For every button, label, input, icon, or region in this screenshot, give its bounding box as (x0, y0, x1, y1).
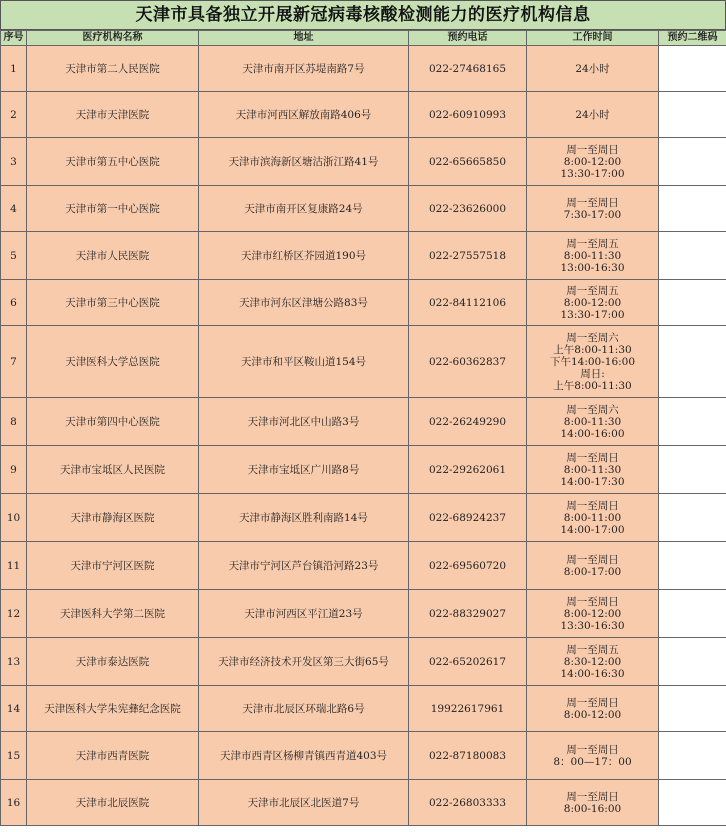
hospital-address: 天津市河北区中山路3号 (199, 398, 409, 446)
table-row (1, 398, 726, 446)
table-row (1, 494, 726, 542)
hospital-table (0, 30, 726, 826)
table-row (1, 542, 726, 590)
working-hours: 周一至周六 上午8:00-11:30 下午14:00-16:00 周日: 上午8:00-11:30 (527, 326, 659, 398)
qr-code-cell (659, 138, 726, 186)
hospital-address: 天津市南开区复康路24号 (199, 186, 409, 232)
working-hours: 周一至周日 8:00-16:00 (527, 780, 659, 826)
table-row (1, 686, 726, 732)
hospital-name: 天津市人民医院 (27, 232, 199, 280)
row-number: 15 (1, 732, 27, 780)
table-row (1, 92, 726, 138)
table-row (1, 446, 726, 494)
qr-code-cell (659, 232, 726, 280)
table-row (1, 780, 726, 826)
working-hours: 周一至周日 8:00-11:30 14:00-17:30 (527, 446, 659, 494)
row-number: 4 (1, 186, 27, 232)
table-row (1, 638, 726, 686)
row-number: 9 (1, 446, 27, 494)
table-row (1, 590, 726, 638)
working-hours: 周一至周日 8:00-12:00 (527, 686, 659, 732)
qr-code-cell (659, 638, 726, 686)
booking-phone: 19922617961 (409, 686, 527, 732)
booking-phone: 022-65665850 (409, 138, 527, 186)
working-hours: 周一至周五 8:00-12:00 13:30-17:00 (527, 280, 659, 326)
booking-phone: 022-65202617 (409, 638, 527, 686)
hospital-name: 天津市第四中心医院 (27, 398, 199, 446)
working-hours: 周一至周日 8:00-11:00 14:00-17:00 (527, 494, 659, 542)
hospital-name: 天津医科大学朱宪彝纪念医院 (27, 686, 199, 732)
hospital-address: 天津市北辰区北医道7号 (199, 780, 409, 826)
table-row (1, 46, 726, 92)
qr-code-cell (659, 542, 726, 590)
qr-code-cell (659, 686, 726, 732)
hospital-name: 天津市西青医院 (27, 732, 199, 780)
col-header-qrcode: 预约二维码 (659, 31, 726, 46)
qr-code-cell (659, 398, 726, 446)
hospital-name: 天津市宁河区医院 (27, 542, 199, 590)
hospital-address: 天津市西青区杨柳青镇西青道403号 (199, 732, 409, 780)
row-number: 5 (1, 232, 27, 280)
booking-phone: 022-23626000 (409, 186, 527, 232)
booking-phone: 022-26803333 (409, 780, 527, 826)
table-row (1, 280, 726, 326)
working-hours: 24小时 (527, 92, 659, 138)
booking-phone: 022-27468165 (409, 46, 527, 92)
qr-code-cell (659, 280, 726, 326)
working-hours: 周一至周日 8：00—17：00 (527, 732, 659, 780)
qr-code-cell (659, 494, 726, 542)
row-number: 7 (1, 326, 27, 398)
hospital-address: 天津市河西区解放南路406号 (199, 92, 409, 138)
booking-phone: 022-26249290 (409, 398, 527, 446)
qr-code-cell (659, 326, 726, 398)
table-body (1, 46, 726, 826)
booking-phone: 022-87180083 (409, 732, 527, 780)
hospital-name: 天津市第五中心医院 (27, 138, 199, 186)
hospital-name: 天津市泰达医院 (27, 638, 199, 686)
working-hours: 周一至周五 8:30-12:00 14:00-16:30 (527, 638, 659, 686)
row-number: 14 (1, 686, 27, 732)
working-hours: 24小时 (527, 46, 659, 92)
row-number: 12 (1, 590, 27, 638)
booking-phone: 022-84112106 (409, 280, 527, 326)
hospital-address: 天津市和平区鞍山道154号 (199, 326, 409, 398)
table-row (1, 732, 726, 780)
row-number: 1 (1, 46, 27, 92)
hospital-address: 天津市红桥区芥园道190号 (199, 232, 409, 280)
qr-code-cell (659, 590, 726, 638)
hospital-name: 天津市北辰医院 (27, 780, 199, 826)
page-title: 天津市具备独立开展新冠病毒核酸检测能力的医疗机构信息 (0, 0, 726, 30)
table-header (1, 31, 726, 46)
booking-phone: 022-68924237 (409, 494, 527, 542)
row-number: 11 (1, 542, 27, 590)
working-hours: 周一至周六 8:00-11:30 14:00-16:00 (527, 398, 659, 446)
col-header-phone: 预约电话 (409, 31, 527, 46)
table-row (1, 138, 726, 186)
hospital-address: 天津市静海区胜利南路14号 (199, 494, 409, 542)
col-header-hours: 工作时间 (527, 31, 659, 46)
working-hours: 周一至周日 7:30-17:00 (527, 186, 659, 232)
qr-code-cell (659, 46, 726, 92)
qr-code-cell (659, 446, 726, 494)
hospital-address: 天津市南开区苏堤南路7号 (199, 46, 409, 92)
hospital-name: 天津市静海区医院 (27, 494, 199, 542)
working-hours: 周一至周五 8:00-11:30 13:00-16:30 (527, 232, 659, 280)
col-header-name: 医疗机构名称 (27, 31, 199, 46)
hospital-name: 天津市宝坻区人民医院 (27, 446, 199, 494)
row-number: 8 (1, 398, 27, 446)
row-number: 2 (1, 92, 27, 138)
booking-phone: 022-29262061 (409, 446, 527, 494)
row-number: 10 (1, 494, 27, 542)
hospital-name: 天津市第一中心医院 (27, 186, 199, 232)
hospital-name: 天津医科大学总医院 (27, 326, 199, 398)
booking-phone: 022-88329027 (409, 590, 527, 638)
hospital-address: 天津市河西区平江道23号 (199, 590, 409, 638)
qr-code-cell (659, 186, 726, 232)
hospital-name: 天津市第三中心医院 (27, 280, 199, 326)
hospital-address: 天津市北辰区环瑞北路6号 (199, 686, 409, 732)
table-row (1, 232, 726, 280)
hospital-address: 天津市滨海新区塘沽浙江路41号 (199, 138, 409, 186)
hospital-address: 天津市宁河区芦台镇沿河路23号 (199, 542, 409, 590)
qr-code-cell (659, 732, 726, 780)
booking-phone: 022-69560720 (409, 542, 527, 590)
table-row (1, 186, 726, 232)
hospital-name: 天津医科大学第二医院 (27, 590, 199, 638)
col-header-number: 序号 (1, 31, 27, 46)
hospital-name: 天津市天津医院 (27, 92, 199, 138)
row-number: 6 (1, 280, 27, 326)
col-header-address: 地址 (199, 31, 409, 46)
row-number: 3 (1, 138, 27, 186)
row-number: 16 (1, 780, 27, 826)
qr-code-cell (659, 92, 726, 138)
booking-phone: 022-60362837 (409, 326, 527, 398)
booking-phone: 022-60910993 (409, 92, 527, 138)
row-number: 13 (1, 638, 27, 686)
working-hours: 周一至周日 8:00-17:00 (527, 542, 659, 590)
hospital-address: 天津市经济技术开发区第三大街65号 (199, 638, 409, 686)
hospital-address: 天津市宝坻区广川路8号 (199, 446, 409, 494)
table-row (1, 326, 726, 398)
hospital-address: 天津市河东区津塘公路83号 (199, 280, 409, 326)
qr-code-cell (659, 780, 726, 826)
hospital-name: 天津市第二人民医院 (27, 46, 199, 92)
working-hours: 周一至周日 8:00-12:00 13:30-16:30 (527, 590, 659, 638)
working-hours: 周一至周日 8:00-12:00 13:30-17:00 (527, 138, 659, 186)
booking-phone: 022-27557518 (409, 232, 527, 280)
